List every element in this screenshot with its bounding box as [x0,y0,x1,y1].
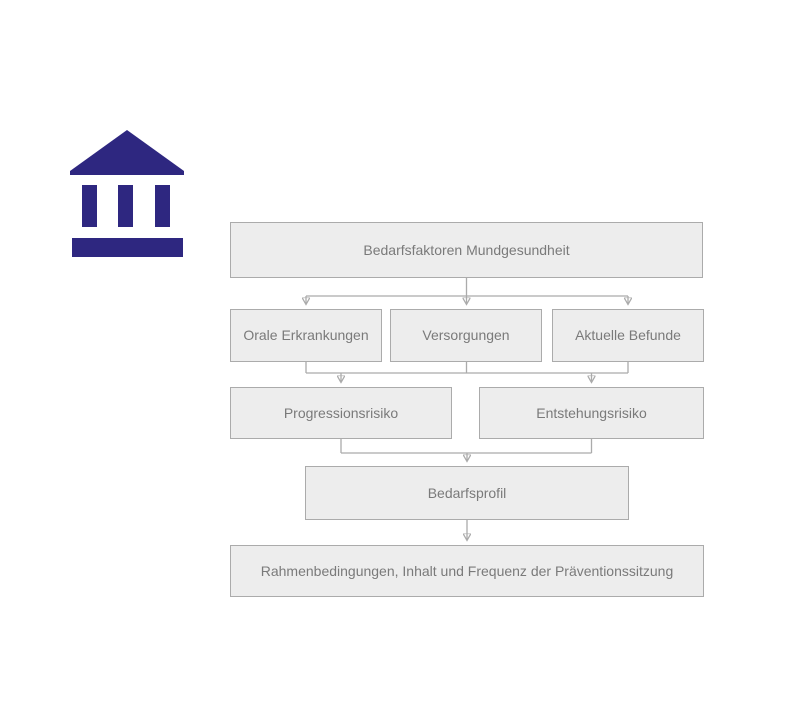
flow-node-label: Entstehungsrisiko [536,404,647,421]
flow-node-versorgungen [390,309,542,362]
flow-node-progressionsrisiko [230,387,452,439]
flow-node-label: Bedarfsfaktoren Mundgesundheit [363,241,570,258]
edge-row3-to-bedarfsprofil [341,439,592,461]
bank-building-icon [70,129,184,258]
flow-node-label: Progressionsrisiko [283,404,399,421]
flow-node-label: Versorgungen [422,327,510,344]
flow-node-label: Bedarfsprofil [427,484,507,501]
bank-base [72,238,183,257]
edge-row2-to-row3 [306,362,628,382]
flow-node-entstehungsrisiko [479,387,704,439]
bank-column-middle [118,185,133,227]
flow-node-aktuelle-befunde [552,309,704,362]
flow-node-rahmenbedingungen [230,545,704,597]
flow-node-label: Aktuelle Befunde [575,327,681,344]
flow-node-bedarfsfaktoren [230,222,703,278]
flow-node-orale-erkrankungen [230,309,382,362]
bank-column-left [82,185,97,227]
flow-node-label: Rahmenbedingungen, Inhalt und Frequenz der Präventionssitzung [260,562,674,579]
flow-node-bedarfsprofil [305,466,629,520]
edge-bedarfsfaktoren-to-row2 [306,278,628,304]
bank-column-right [155,185,170,227]
flow-node-label: Orale Erkrankungen [243,327,369,344]
bank-pediment [70,130,184,175]
